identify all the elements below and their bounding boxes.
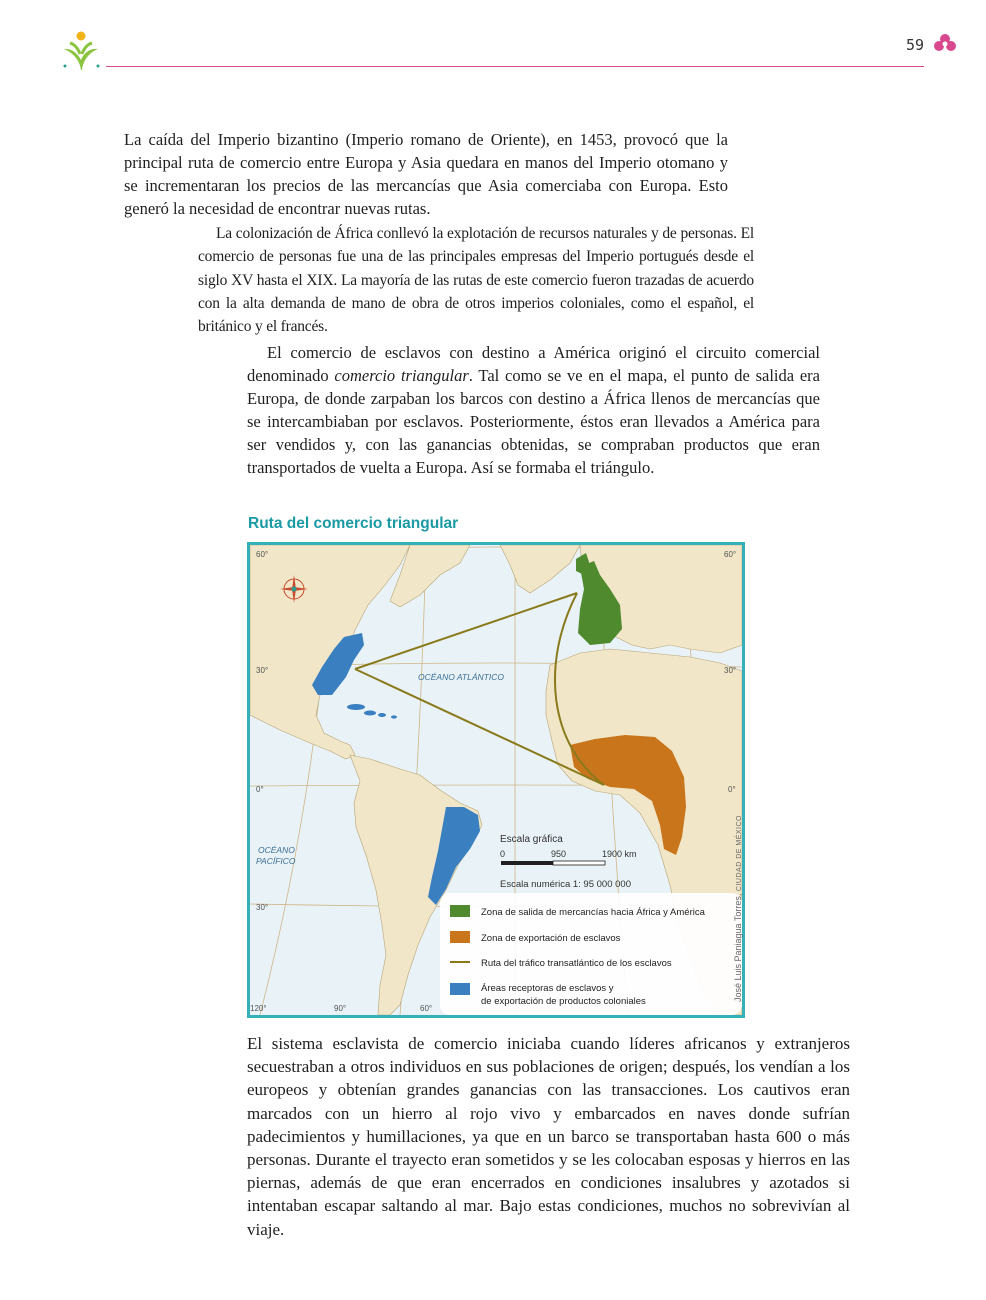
- legend-swatch-europe: [450, 905, 470, 917]
- lon-label-90: 90°: [334, 1004, 347, 1013]
- credit-place: CIUDAD DE MÉXICO: [736, 815, 743, 892]
- lat-label-0-right: 0°: [728, 785, 736, 794]
- credit-author: José Luis Paniagua Torres,: [733, 893, 743, 1002]
- legend-label-route: Ruta del tráfico transatlántico de los esclavos: [481, 958, 672, 969]
- legend-label-africa: Zona de exportación de esclavos: [481, 933, 621, 944]
- lon-label-120: 120°: [250, 1004, 267, 1013]
- lat-label-30s-left: 30°: [256, 903, 269, 912]
- legend-swatch-america: [450, 983, 470, 995]
- legend-swatch-africa: [450, 931, 470, 943]
- map-legend: [440, 893, 742, 1015]
- legend-label-america-2: de exportación de productos coloniales: [481, 996, 646, 1007]
- book-logo-icon: [60, 30, 106, 74]
- scale-tick-950: 950: [551, 849, 567, 859]
- lat-label-60-right: 60°: [724, 550, 737, 559]
- lat-label-30-right: 30°: [724, 666, 737, 675]
- scale-numeric: Escala numérica 1: 95 000 000: [500, 879, 631, 890]
- scale-tick-1900: 1900 km: [602, 849, 637, 859]
- legend-label-america-1: Áreas receptoras de esclavos y: [481, 983, 614, 994]
- italic-term: comercio triangular: [334, 366, 469, 385]
- scale-title: Escala gráfica: [500, 834, 563, 845]
- pacific-ocean-label-2: PACÍFICO: [256, 856, 296, 866]
- lat-label-0-left: 0°: [256, 785, 264, 794]
- triangular-trade-map: [247, 542, 745, 1018]
- paragraph-triangular-trade: [247, 341, 820, 479]
- lon-label-60: 60°: [420, 1004, 433, 1013]
- paragraph-africa-colonization: La colonización de África conllevó la explotación de recursos naturales y de personas. El comercio de personas fue una de las principales empresas del Imperio portugués desde el siglo XV hasta el XIX. La mayoría de las rutas de este comercio fueron trazadas de acuerdo con la alta demanda de mano de obra de otros imperios coloniales, como el español, el británico y el francés.: [198, 225, 754, 336]
- paragraph-text: El comercio de esclavos con destino a América originó el circuito comercial denominado: [247, 343, 820, 385]
- header-rule: [106, 66, 924, 67]
- atlantic-ocean-label: OCÉANO ATLÁNTICO: [418, 672, 504, 682]
- lat-label-30-left: 30°: [256, 666, 269, 675]
- paragraph-slave-system: El sistema esclavista de comercio iniciaba cuando líderes africanos y extranjeros secuestraban a otros individuos en sus poblaciones de origen; después, los vendían a los europeos y obtenían grandes ganancias con las transacciones. Los cautivos eran marcados con un hierro al rojo vivo y embarcados en naves donde sufrían padecimientos y humillaciones, ya que en un barco se transportaban hasta 600 o más personas. Durante el trayecto eran sometidos y se les colocaban esposas y hierros en las piernas, además de que eran encerrados en condiciones insalubres y azotados si intentaban escapar saltando al mar. Bajo estas condiciones, muchos no sobrevivían al viaje.: [247, 1034, 850, 1239]
- scale-tick-0: 0: [500, 849, 506, 859]
- map-title: Ruta del comercio triangular: [248, 515, 459, 532]
- legend-label-europe: Zona de salida de mercancías hacia África y América: [481, 907, 705, 918]
- flower-icon: [932, 32, 958, 56]
- page-number: 59: [906, 36, 925, 54]
- map-credit: [733, 802, 743, 1002]
- lat-label-60-left: 60°: [256, 550, 269, 559]
- paragraph-byzantine-fall: La caída del Imperio bizantino (Imperio romano de Oriente), en 1453, provocó que la principal ruta de comercio entre Europa y Asia quedara en manos del Imperio otomano y se incrementaran los precios de las mercancías que Asia comerciaba con Europa. Esto generó la necesidad de encontrar nuevas rutas.: [124, 130, 728, 218]
- paragraph-text: . Tal como se ve en el mapa, el punto de salida era Europa, de donde zarpaban los barcos con destino a África llenos de mercancías que se intercambiaban por esclavos. Posteriormente, éstos eran llevados a América para ser vendidos y, con las ganancias obtenidas, se compraban productos que eran transportados de vuelta a Europa. Así se formaba el triángulo.: [247, 366, 821, 477]
- pacific-ocean-label-1: OCÉANO: [258, 845, 295, 855]
